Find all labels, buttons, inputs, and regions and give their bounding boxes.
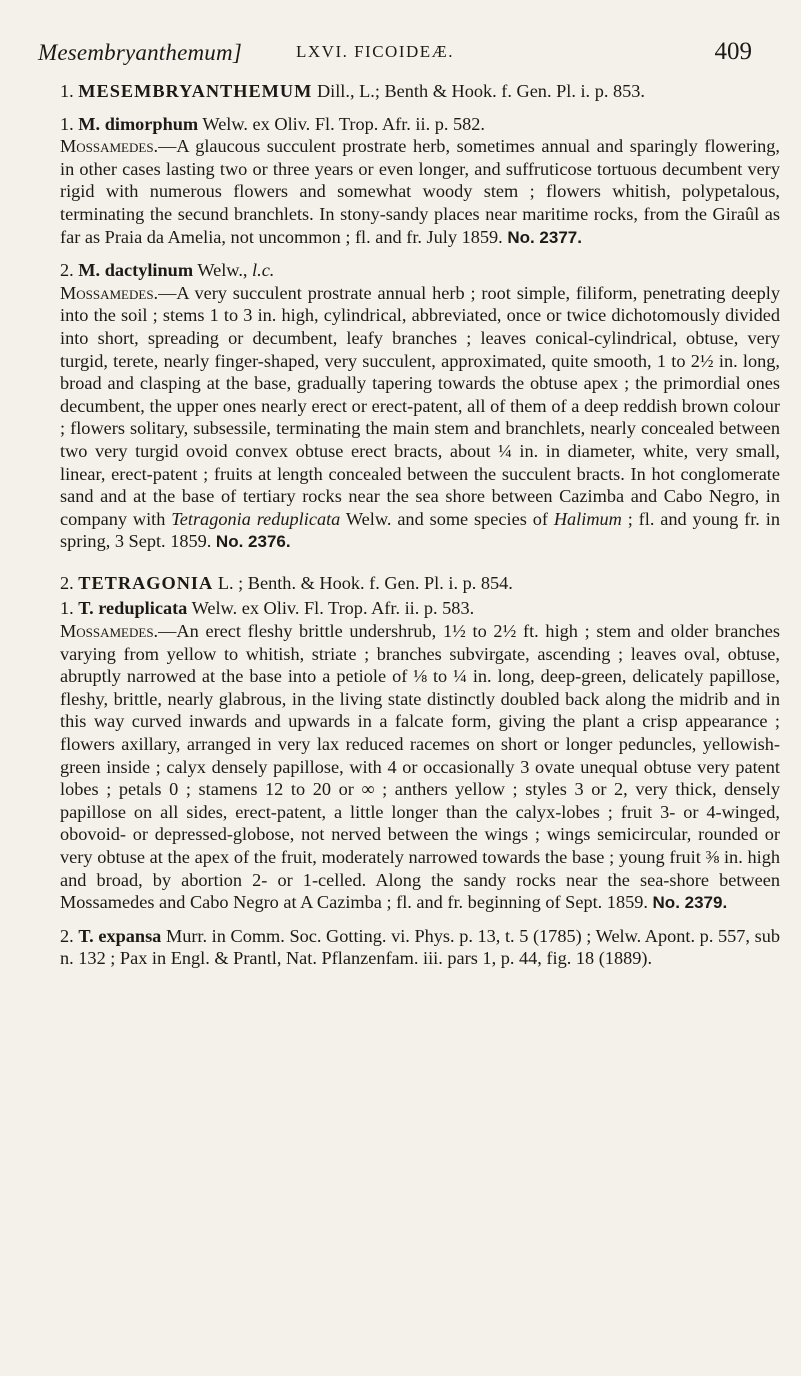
- species-number: 1.: [60, 113, 74, 134]
- species-description-dimorphum: [60, 135, 780, 249]
- page-number: 409: [714, 38, 752, 65]
- species-citation: Murr. in Comm. Soc. Gotting. vi. Phys. p. 13, t. 5 (1785) ; Welw. Apont. p. 557, sub n. 132 ; Pax in Engl. & Prantl, Nat. Pflanzenfam. iii. pars 1, p. 44, fig. 18 (1889).: [60, 925, 780, 969]
- species-heading-dactylinum: [60, 259, 780, 282]
- specimen-number: No. 2379.: [652, 893, 728, 913]
- description: —A very succulent prostrate annual herb ; root simple, filiform, penetrating deeply into the soil ; stems 1 to 3 in. high, cylindrical, abbreviated, once or twice dichotomously divided into short, spreading or decumbent, leafy branches ; leaves conical-cylindrical, obtuse, very turgid, terete, nearly finger-shaped, very succulent, approximated, quite smooth, 1 to 2½ in. long, broad and clasping at the base, gradually tapering towards the obtuse apex ; the primordial ones decumbent, the upper ones nearly erect or erect-patent, all of them of a deep reddish brown colour ; flowers solitary, subsessile, terminating the main stem and branchlets, nearly concealed between two very turgid ovoid convex obtuse erect bracts, about ¼ in. in diameter, white, very small, linear, erect-patent ; fruits at length concealed between the succulent bracts. In hot conglomerate sand and at the base of tertiary rocks near the sea shore between Cazimba and Cabo Negro, in company with: [60, 282, 780, 529]
- genus-name: MESEMBRYANTHEMUM: [78, 81, 313, 101]
- running-header: [38, 36, 752, 74]
- genus-number: 2.: [60, 572, 74, 593]
- specimen-number: No. 2377.: [507, 227, 582, 247]
- species-name: M. dimorphum: [78, 113, 199, 134]
- genus-name: TETRAGONIA: [78, 572, 214, 593]
- species-number: 1.: [60, 598, 74, 619]
- species-authority: Welw. ex Oliv. Fl. Trop. Afr. ii. p. 582.: [202, 113, 485, 134]
- locality: Mossamedes.: [60, 136, 159, 157]
- species-name: T. reduplicata: [78, 598, 188, 619]
- species-name: M. dactylinum: [78, 260, 194, 281]
- genus-number: 1.: [60, 81, 74, 101]
- locality: Mossamedes.: [60, 621, 159, 642]
- species-description-dactylinum: [60, 282, 780, 554]
- description-end: ; fl. and young fr. in spring, 3 Sept. 1859.: [60, 508, 780, 552]
- page-body: [60, 80, 780, 970]
- species-name: T. expansa: [78, 925, 162, 946]
- genus-heading-mesembryanthemum: [60, 80, 780, 103]
- species-number: 2.: [60, 925, 74, 946]
- species-number: 2.: [60, 260, 74, 281]
- specimen-number: No. 2376.: [215, 532, 291, 552]
- locality: Mossamedes.: [60, 282, 159, 303]
- species-heading-dimorphum: [60, 113, 780, 136]
- associated-species: Tetragonia reduplicata: [171, 508, 341, 529]
- species-authority-ref: l.c.: [252, 260, 275, 281]
- running-title: Mesembryanthemum]: [38, 40, 242, 65]
- species-authority: Welw. ex Oliv. Fl. Trop. Afr. ii. p. 583.: [191, 598, 475, 619]
- species-description-reduplicata: [60, 620, 780, 915]
- species-heading-reduplicata: [60, 597, 780, 620]
- associated-genus: Halimum: [553, 508, 622, 529]
- species-authority: Welw.,: [197, 260, 248, 281]
- section-title: LXVI. FICOIDEÆ.: [296, 42, 455, 61]
- genus-citation: Dill., L.; Benth & Hook. f. Gen. Pl. i. p. 853.: [316, 81, 645, 101]
- species-entry-expansa: [60, 925, 780, 970]
- description: —An erect fleshy brittle undershrub, 1½ to 2½ ft. high ; stem and older branches varying from yellow to whitish, striate ; branches subvirgate, ascending ; leaves oval, obtuse, abruptly narrowed at the base into a petiole of ⅛ to ¼ in. long, deep-green, delicately papillose, fleshy, brittle, nearly glabrous, in the living state distinctly doubled back along the midrib and in this way curved inwards and upwards in a falcate form, giving the plant a crisp appearance ; flowers axillary, arranged in very lax reduced racemes on short or longer peduncles, yellowish-green inside ; calyx densely papillose, with 4 or occasionally 3 ovate unequal obtuse very patent lobes ; petals 0 ; stamens 12 to 20 or ∞ ; anthers yellow ; styles 3 or 2, very thick, densely papillose on all sides, erect-patent, a little longer than the calyx-lobes ; fruit 3- or 4-winged, obovoid- or depressed-globose, not nerved between the wings ; wings semicircular, rounded or very obtuse at the apex of the fruit, moderately narrowed towards the base ; young fruit ⅜ in. high and broad, by abortion 2- or 1-celled. Along the sandy rocks near the sea-shore between Mossamedes and Cabo Negro at A Cazimba ; fl. and fr. beginning of Sept. 1859.: [60, 621, 780, 913]
- description: —A glaucous succulent prostrate herb, sometimes annual and sparingly flowering, in other cases lasting two or three years or even longer, and suffruticose tortuous decumbent very rigid with numerous flowers and somewhat woody stem ; flowers whitish, polypetalous, terminating the secund branchlets. In stony-sandy places near maritime rocks, from the Giraûl as far as Praia da Amelia, not uncommon ; fl. and fr. July 1859.: [60, 136, 780, 247]
- genus-citation: L. ; Benth. & Hook. f. Gen. Pl. i. p. 854.: [217, 572, 513, 593]
- description-cont: Welw. and some species of: [345, 508, 548, 529]
- genus-heading-tetragonia: [60, 572, 780, 595]
